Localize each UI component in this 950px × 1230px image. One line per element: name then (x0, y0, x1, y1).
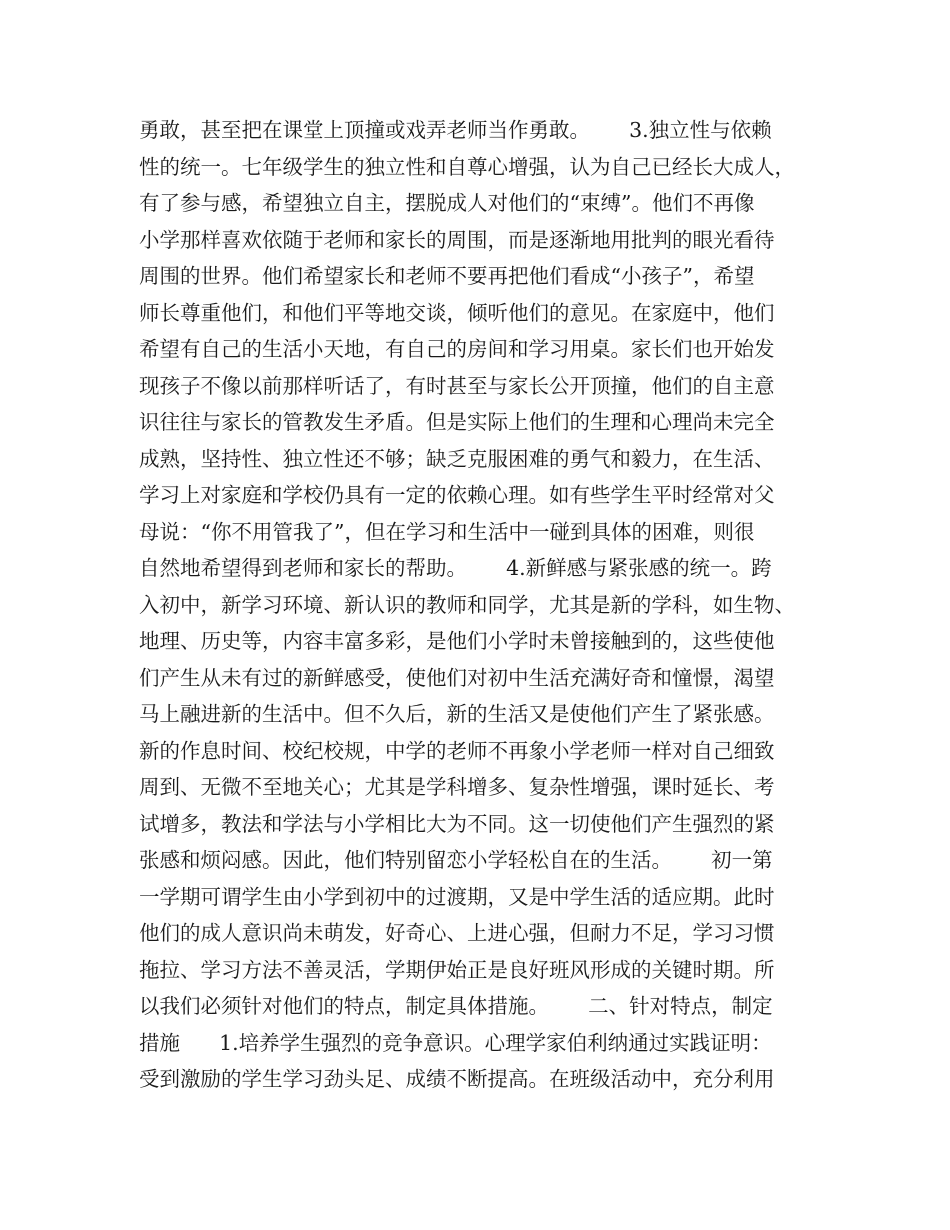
text-line: 自然地希望得到老师和家长的帮助。 4.新鲜感与紧张感的统一。跨 (139, 556, 772, 580)
text-line: 周围的世界。他们希望家长和老师不要再把他们看成“小孩子”，希望 (139, 264, 755, 288)
text-line: 有了参与感，希望独立自主，摆脱成人对他们的“束缚”。他们不再像 (139, 191, 755, 215)
text-line: 受到激励的学生学习劲头足、成绩不断提高。在班级活动中，充分利用 (139, 1067, 775, 1091)
text-line: 地理、历史等，内容丰富多彩，是他们小学时未曾接触到的，这些使他 (139, 629, 775, 653)
text-line: 张感和烦闷感。因此，他们特别留恋小学轻松自在的生活。 初一第 (139, 848, 773, 872)
text-line: 措施 1.培养学生强烈的竞争意识。心理学家伯利纳通过实践证明： (139, 1030, 772, 1055)
text-line: 入初中，新学习环境、新认识的教师和同学，尤其是新的学科，如生物、 (139, 592, 795, 617)
text-line: 试增多，教法和学法与小学相比大为不同。这一切使他们产生强烈的紧 (139, 811, 775, 836)
text-line: 勇敢，甚至把在课堂上顶撞或戏弄老师当作勇敢。 3.独立性与依赖 (139, 118, 772, 142)
text-line: 拖拉、学习方法不善灵活，学期伊始正是良好班风形成的关键时期。所 (139, 957, 775, 982)
text-line: 小学那样喜欢依随于老师和家长的周围，而是逐渐地用批判的眼光看待 (139, 227, 775, 252)
text-line: 成熟，坚持性、独立性还不够；缺乏克服困难的勇气和毅力，在生活、 (139, 446, 775, 471)
text-line: 师长尊重他们，和他们平等地交谈，倾听他们的意见。在家庭中，他们 (139, 300, 775, 325)
text-line: 学习上对家庭和学校仍具有一定的依赖心理。如有些学生平时经常对父 (139, 483, 775, 507)
body-text (139, 112, 829, 1098)
text-line: 们产生从未有过的新鲜感受，使他们对初中生活充满好奇和憧憬，渴望 (139, 665, 775, 690)
text-line: 以我们必须针对他们的特点，制定具体措施。 二、针对特点，制定 (139, 994, 773, 1018)
text-line: 识往往与家长的管教发生矛盾。但是实际上他们的生理和心理尚未完全 (139, 410, 775, 434)
text-line: 他们的成人意识尚未萌发，好奇心、上进心强，但耐力不足，学习习惯 (139, 921, 775, 945)
text-line: 马上融进新的生活中。但不久后，新的生活又是使他们产生了紧张感。 (139, 702, 775, 726)
text-line: 性的统一。七年级学生的独立性和自尊心增强，认为自己已经长大成人， (139, 154, 795, 179)
text-line: 周到、无微不至地关心；尤其是学科增多、复杂性增强，课时延长、考 (139, 775, 775, 799)
text-line: 希望有自己的生活小天地，有自己的房间和学习用桌。家长们也开始发 (139, 337, 775, 361)
text-line: 一学期可谓学生由小学到初中的过渡期，又是中学生活的适应期。此时 (139, 884, 775, 909)
text-line: 现孩子不像以前那样听话了，有时甚至与家长公开顶撞，他们的自主意 (139, 373, 775, 398)
text-line: 新的作息时间、校纪校规，中学的老师不再象小学老师一样对自己细致 (139, 738, 775, 763)
text-line: 母说：“你不用管我了”，但在学习和生活中一碰到具体的困难，则很 (139, 519, 755, 544)
